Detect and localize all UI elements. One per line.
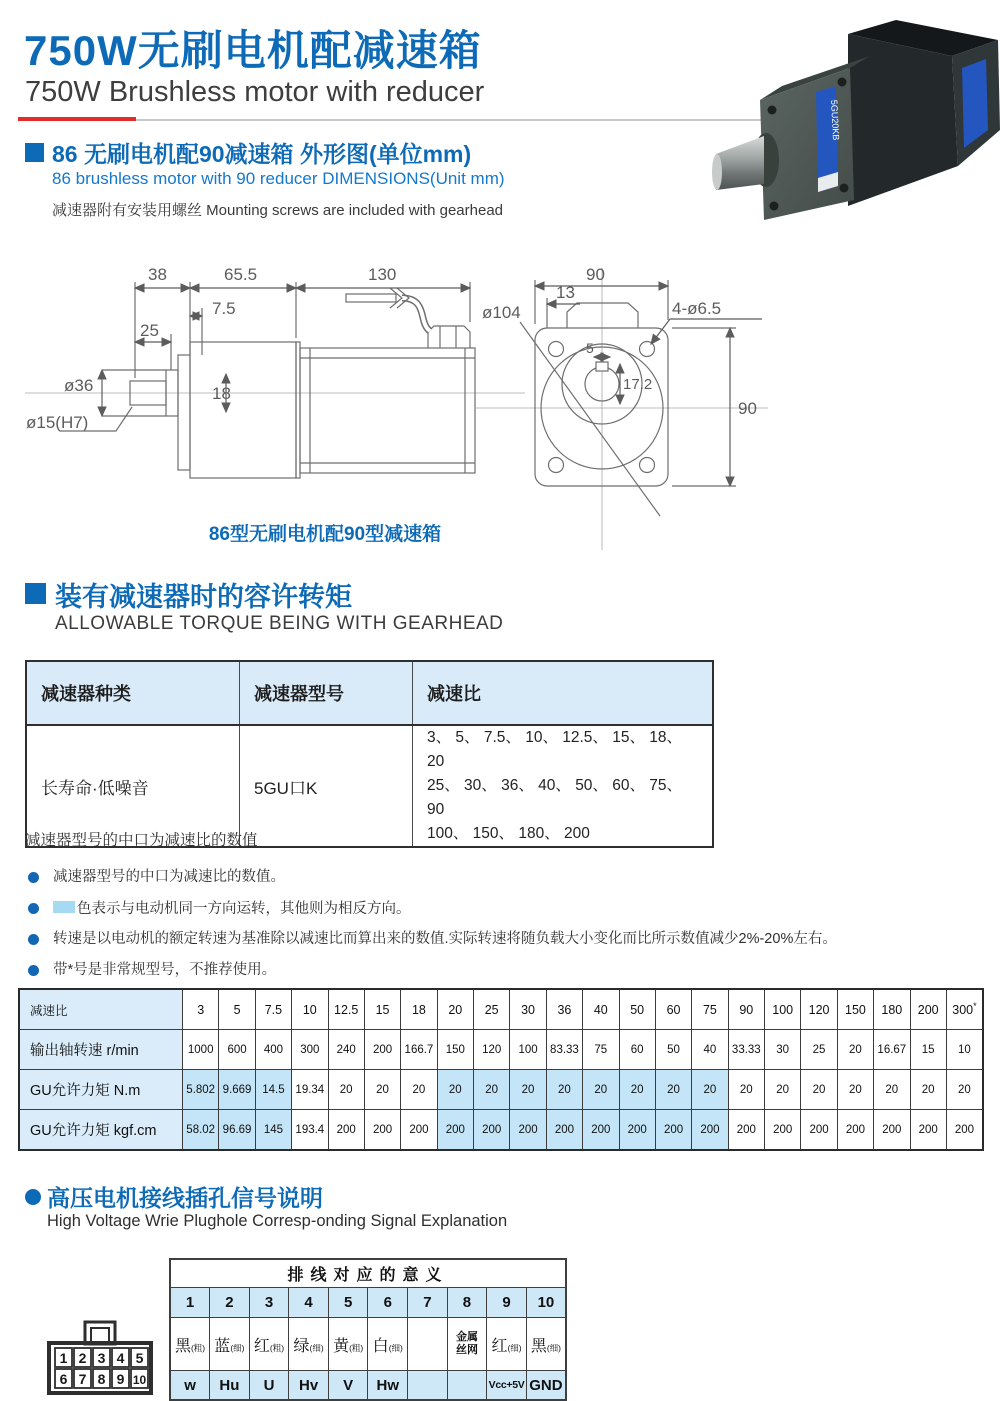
wire-color-cell: 黑(粗) (170, 1318, 210, 1371)
value-cell: 20 (728, 1070, 764, 1110)
value-cell: 400 (255, 1030, 291, 1070)
note-bullet (28, 899, 988, 920)
dim-o104: ø104 (482, 303, 521, 322)
signal-cell: w (170, 1371, 210, 1401)
value-cell: 40 (692, 1030, 728, 1070)
signal-cell: Hv (289, 1371, 329, 1401)
divider-red (18, 117, 136, 121)
value-cell: 20 (619, 1070, 655, 1110)
connector-pin-2: 2 (78, 1350, 87, 1366)
connector-pin-10: 10 (132, 1373, 147, 1387)
wire-color-cell: 金属 丝网 (447, 1318, 487, 1371)
wiring-table-title: 排线对应的意义 (170, 1259, 566, 1288)
wire-color-cell: 黄(粗) (328, 1318, 368, 1371)
drawing-caption: 86型无刷电机配90型减速箱 (208, 524, 442, 545)
value-cell: 90 (728, 989, 764, 1030)
value-cell: 60 (619, 1030, 655, 1070)
value-cell: 1000 (183, 1030, 219, 1070)
value-cell: 10 (292, 989, 328, 1030)
value-cell: 25 (801, 1030, 837, 1070)
value-cell: 30 (510, 989, 546, 1030)
value-cell: 20 (837, 1030, 873, 1070)
value-cell: 20 (583, 1070, 619, 1110)
value-cell: 200 (655, 1110, 691, 1151)
wire-color-cell: 蓝(细) (210, 1318, 250, 1371)
dimensions-heading-zh: 86 无刷电机配90减速箱 外形图(单位mm) (52, 141, 472, 167)
value-cell: 36 (546, 989, 582, 1030)
value-cell: 100 (510, 1030, 546, 1070)
dim-90-top: 90 (586, 265, 605, 284)
pin-number-cell: 1 (170, 1288, 210, 1318)
signal-cell: Hw (368, 1371, 408, 1401)
note-text: 带*号是非常规型号，不推荐使用。 (53, 961, 277, 978)
value-cell: 300 (292, 1030, 328, 1070)
note-bullet (28, 961, 988, 981)
product-photo (700, 8, 1000, 238)
value-cell: 200 (583, 1110, 619, 1151)
value-cell: 150 (437, 1030, 473, 1070)
value-cell: 200 (437, 1110, 473, 1151)
ratio-line-2: 25、 30、 36、 40、 50、 60、 75、 90 (427, 777, 683, 819)
value-cell: 5.802 (183, 1070, 219, 1110)
value-cell: 20 (946, 1070, 983, 1110)
gearbox-label-text: 5GU20KB (829, 99, 842, 141)
dim-5: 5 (586, 340, 594, 356)
connector-pin-7: 7 (78, 1371, 87, 1387)
value-cell: 240 (328, 1030, 364, 1070)
value-cell: 20 (655, 1070, 691, 1110)
value-cell: 200 (474, 1110, 510, 1151)
bullet-dot-icon (28, 903, 39, 914)
connector-pin-3: 3 (97, 1350, 106, 1366)
signal-cell: Vcc+5V (487, 1371, 527, 1401)
value-cell: 30 (765, 1030, 801, 1070)
signal-cell: Hu (210, 1371, 250, 1401)
value-cell: 600 (219, 1030, 255, 1070)
value-cell: 20 (801, 1070, 837, 1110)
note-text: 减速器型号的中口为减速比的数值。 (53, 869, 285, 885)
value-cell: 5 (219, 989, 255, 1030)
dim-38: 38 (148, 265, 167, 284)
value-cell: 75 (692, 989, 728, 1030)
value-cell: 20 (874, 1070, 910, 1110)
value-cell: 200 (765, 1110, 801, 1151)
signal-cell: GND (526, 1371, 566, 1401)
value-cell: 20 (837, 1070, 873, 1110)
section-marker-dot (25, 1189, 41, 1205)
value-cell: 200 (801, 1110, 837, 1151)
value-cell: 15 (910, 1030, 946, 1070)
notes-list (28, 868, 988, 991)
dimension-drawing (20, 258, 980, 558)
value-cell: 96.69 (219, 1110, 255, 1151)
pin-number-cell: 6 (368, 1288, 408, 1318)
wire-color-cell (408, 1318, 448, 1371)
value-cell: 200 (946, 1110, 983, 1151)
connector-pin-9: 9 (116, 1371, 125, 1387)
value-cell: 193.4 (292, 1110, 328, 1151)
value-cell: 20 (437, 1070, 473, 1110)
pin-number-cell: 2 (210, 1288, 250, 1318)
value-cell: 20 (510, 1070, 546, 1110)
dim-25: 25 (140, 321, 159, 340)
mounting-screws-note: 减速器附有安装用螺丝 Mounting screws are included with gearhead (52, 202, 504, 219)
value-cell: 60 (655, 989, 691, 1030)
dim-o15h7: ø15(H7) (26, 413, 89, 432)
section-marker-square (25, 143, 44, 162)
wiring-heading-zh: 高压电机接线插孔信号说明 (47, 1185, 323, 1211)
connector-pin-4: 4 (116, 1350, 125, 1366)
dim-13: 13 (556, 283, 575, 302)
note-text: 转速是以电动机的额定转速为基准除以减速比而算出来的数值.实际转速将随负载大小变化而比所示数值减少2%-20%左右。 (53, 931, 837, 948)
pin-number-cell: 4 (289, 1288, 329, 1318)
value-cell: 58.02 (183, 1110, 219, 1151)
value-cell: 200 (328, 1110, 364, 1151)
direction-color-swatch (53, 901, 75, 913)
value-cell: 120 (801, 989, 837, 1030)
ratio-table-row (19, 989, 983, 1030)
value-cell: 200 (401, 1110, 437, 1151)
value-cell: 166.7 (401, 1030, 437, 1070)
value-cell: 33.33 (728, 1030, 764, 1070)
value-cell: 120 (474, 1030, 510, 1070)
bullet-dot-icon (28, 934, 39, 945)
pin-number-cell: 7 (408, 1288, 448, 1318)
row-label: 输出轴转速 r/min (19, 1030, 183, 1070)
value-cell: 20 (910, 1070, 946, 1110)
value-cell: 10 (946, 1030, 983, 1070)
value-cell: 7.5 (255, 989, 291, 1030)
wiring-table (169, 1258, 567, 1401)
output-shaft (716, 136, 764, 190)
wiring-title-row (170, 1259, 566, 1288)
value-cell: 200 (692, 1110, 728, 1151)
value-cell: 200 (546, 1110, 582, 1151)
value-cell: 25 (474, 989, 510, 1030)
value-cell: 180 (874, 989, 910, 1030)
table-footnote: 减速器型号的中口为减速比的数值 (25, 832, 258, 849)
value-cell: 15 (364, 989, 400, 1030)
col-header-reducer-type: 减速器种类 (26, 661, 240, 725)
dim-130: 130 (368, 265, 397, 284)
ratio-table-row (19, 1110, 983, 1151)
value-cell: 20 (692, 1070, 728, 1110)
pin-number-cell: 5 (328, 1288, 368, 1318)
gearhead-type-table (25, 660, 714, 848)
value-cell: 200 (364, 1030, 400, 1070)
value-cell: 20 (328, 1070, 364, 1110)
section-marker-square (25, 583, 46, 604)
page-subtitle: 750W Brushless motor with reducer (25, 76, 485, 108)
value-cell: 20 (437, 989, 473, 1030)
wire-color-cell: 红(粗) (249, 1318, 289, 1371)
dim-17-2: 17.2 (623, 376, 653, 393)
wire-color-cell: 红(细) (487, 1318, 527, 1371)
dim-7-5: 7.5 (212, 299, 236, 318)
value-cell: 100 (765, 989, 801, 1030)
signal-cell (447, 1371, 487, 1401)
value-cell: 20 (765, 1070, 801, 1110)
wiring-pin-row (170, 1288, 566, 1318)
torque-heading-zh: 装有减速器时的容许转矩 (55, 582, 352, 612)
signal-cell: V (328, 1371, 368, 1401)
note-text: 色表示与电动机同一方向运转，其他则为相反方向。 (53, 899, 411, 920)
value-cell: 200 (728, 1110, 764, 1151)
value-cell: 75 (583, 1030, 619, 1070)
value-cell: 150 (837, 989, 873, 1030)
value-cell: 40 (583, 989, 619, 1030)
col-header-ratio: 减速比 (413, 661, 714, 725)
value-cell: 200 (510, 1110, 546, 1151)
gearhead-type-header-row (26, 661, 713, 725)
value-cell: 50 (619, 989, 655, 1030)
dim-4-o65: 4-ø6.5 (672, 299, 722, 318)
wire-color-cell: 白(细) (368, 1318, 408, 1371)
wiring-heading-en: High Voltage Wrie Plughole Corresp-onding Signal Explanation (47, 1212, 508, 1230)
connector-diagram (46, 1316, 156, 1398)
value-cell: 300* (946, 989, 983, 1030)
pin-number-cell: 8 (447, 1288, 487, 1318)
wiring-color-row (170, 1318, 566, 1371)
signal-cell (408, 1371, 448, 1401)
value-cell: 20 (546, 1070, 582, 1110)
value-cell: 200 (910, 1110, 946, 1151)
value-cell: 16.67 (874, 1030, 910, 1070)
reducer-ratios-cell (413, 725, 714, 847)
value-cell: 50 (655, 1030, 691, 1070)
reducer-model-cell: 5GU口K (240, 725, 413, 847)
row-label: 减速比 (19, 989, 183, 1030)
note-bullet (28, 930, 988, 950)
dim-90-right: 90 (738, 399, 757, 418)
value-cell: 19.34 (292, 1070, 328, 1110)
value-cell: 200 (837, 1110, 873, 1151)
value-cell: 3 (183, 989, 219, 1030)
value-cell: 12.5 (328, 989, 364, 1030)
signal-cell: U (249, 1371, 289, 1401)
value-cell: 200 (364, 1110, 400, 1151)
motor-front-face (848, 34, 958, 206)
pin-number-cell: 3 (249, 1288, 289, 1318)
dim-65-5: 65.5 (224, 265, 258, 284)
wire-color-cell: 绿(细) (289, 1318, 329, 1371)
connector-pin-8: 8 (97, 1371, 106, 1387)
dim-o36: ø36 (64, 376, 94, 395)
connector-pin-6: 6 (59, 1371, 68, 1387)
bullet-dot-icon (28, 965, 39, 976)
value-cell: 20 (364, 1070, 400, 1110)
wiring-signal-row (170, 1371, 566, 1401)
connector-pin-5: 5 (135, 1350, 144, 1366)
torque-heading-en: ALLOWABLE TORQUE BEING WITH GEARHEAD (55, 613, 504, 634)
pin-number-cell: 9 (487, 1288, 527, 1318)
pin-number-cell: 10 (526, 1288, 566, 1318)
value-cell: 200 (910, 989, 946, 1030)
ratio-table-row (19, 1070, 983, 1110)
row-label: GU允许力矩 kgf.cm (19, 1110, 183, 1151)
value-cell: 200 (874, 1110, 910, 1151)
ratio-table-row (19, 1030, 983, 1070)
note-bullet (28, 868, 988, 888)
value-cell: 20 (401, 1070, 437, 1110)
value-cell: 14.5 (255, 1070, 291, 1110)
value-cell: 20 (474, 1070, 510, 1110)
value-cell: 18 (401, 989, 437, 1030)
value-cell: 9.669 (219, 1070, 255, 1110)
dim-18: 18 (212, 384, 231, 403)
ratio-line-3: 100、 150、 180、 200 (427, 825, 590, 843)
col-header-reducer-model: 减速器型号 (240, 661, 413, 725)
value-cell: 83.33 (546, 1030, 582, 1070)
bullet-dot-icon (28, 872, 39, 883)
reducer-type-cell: 长寿命·低噪音 (26, 725, 240, 847)
value-cell: 145 (255, 1110, 291, 1151)
row-label: GU允许力矩 N.m (19, 1070, 183, 1110)
value-cell: 200 (619, 1110, 655, 1151)
dimensions-heading-en: 86 brushless motor with 90 reducer DIMENSIONS(Unit mm) (52, 169, 505, 188)
ratio-table (18, 988, 984, 1151)
wire-color-cell: 黑(细) (526, 1318, 566, 1371)
ratio-line-1: 3、 5、 7.5、 10、 12.5、 15、 18、 20 (427, 729, 683, 771)
connector-pin-1: 1 (59, 1350, 68, 1366)
page-title: 750W无刷电机配减速箱 (24, 27, 482, 74)
